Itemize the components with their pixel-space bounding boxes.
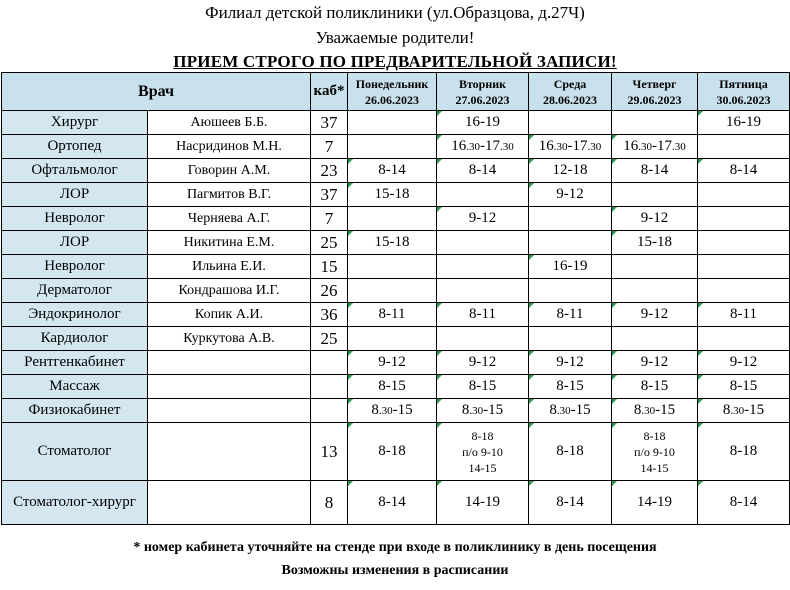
schedule-cell: 12-18 xyxy=(529,159,612,183)
schedule-cell: 8-15 xyxy=(529,375,612,399)
appointment-notice: ПРИЕМ СТРОГО ПО ПРЕДВАРИТЕЛЬНОЙ ЗАПИСИ! xyxy=(173,52,617,71)
specialty-cell: Кардиолог xyxy=(2,327,148,351)
schedule-cell xyxy=(529,207,612,231)
schedule-cell xyxy=(612,255,698,279)
schedule-cell: 8-11 xyxy=(529,303,612,327)
cabinet-cell: 13 xyxy=(311,423,348,481)
minutes-part: .30 xyxy=(641,405,656,417)
cabinet-cell xyxy=(311,351,348,375)
cabinet-cell: 8 xyxy=(311,481,348,525)
schedule-cell-lines xyxy=(437,428,528,476)
schedule-line: 14-15 xyxy=(468,460,497,475)
specialty-cell: Невролог xyxy=(2,255,148,279)
schedule-cell xyxy=(529,111,612,135)
table-row xyxy=(2,481,790,525)
schedule-cell xyxy=(529,279,612,303)
day-date: 28.06.2023 xyxy=(543,92,598,107)
doctor-cell: Насридинов М.Н. xyxy=(148,135,311,159)
cabinet-cell: 37 xyxy=(311,183,348,207)
schedule-cell: 9-12 xyxy=(437,207,529,231)
schedule-cell xyxy=(612,279,698,303)
table-row xyxy=(2,231,790,255)
schedule-cell: 8-11 xyxy=(698,303,790,327)
table-row xyxy=(2,279,790,303)
schedule-cell xyxy=(698,327,790,351)
schedule-cell xyxy=(612,135,698,159)
schedule-cell: 14-19 xyxy=(437,481,529,525)
specialty-cell: Невролог xyxy=(2,207,148,231)
cabinet-footnote: * номер кабинета уточняйте на стенде при входе в поликлинику в день посещения xyxy=(133,540,657,555)
schedule-cell xyxy=(612,399,698,423)
day-date: 30.06.2023 xyxy=(716,92,771,107)
hours-part: 8 xyxy=(461,402,470,418)
specialty-cell: Эндокринолог xyxy=(2,303,148,327)
schedule-cell xyxy=(612,423,698,481)
day-header-monday xyxy=(348,73,437,111)
schedule-cell xyxy=(437,327,529,351)
cabinet-cell: 23 xyxy=(311,159,348,183)
schedule-cell xyxy=(348,207,437,231)
specialty-cell: Стоматолог xyxy=(2,423,148,481)
schedule-cell: 8-15 xyxy=(698,375,790,399)
day-header-thursday xyxy=(612,73,698,111)
schedule-cell xyxy=(529,135,612,159)
schedule-cell xyxy=(437,279,529,303)
hours-part: 16 xyxy=(451,138,467,154)
hours-part: -17 xyxy=(480,138,501,154)
schedule-cell: 8-14 xyxy=(348,481,437,525)
schedule-cell: 9-12 xyxy=(612,207,698,231)
cabinet-cell: 7 xyxy=(311,135,348,159)
minutes-part: .30 xyxy=(556,405,571,417)
minutes-part: .30 xyxy=(672,141,686,153)
hours-part: 16 xyxy=(623,138,639,154)
table-row xyxy=(2,255,790,279)
table-row xyxy=(2,351,790,375)
cabinet-cell: 36 xyxy=(311,303,348,327)
schedule-cell-lines xyxy=(612,428,697,476)
table-row xyxy=(2,375,790,399)
day-name: Понедельник xyxy=(355,76,429,91)
schedule-cell: 15-18 xyxy=(348,183,437,207)
hours-part: -15 xyxy=(483,402,504,418)
cabinet-cell: 25 xyxy=(311,231,348,255)
greeting: Уважаемые родители! xyxy=(315,28,475,47)
schedule-cell: 8-14 xyxy=(612,159,698,183)
specialty-cell: Массаж xyxy=(2,375,148,399)
table-row xyxy=(2,303,790,327)
doctor-cell: Куркутова А.В. xyxy=(148,327,311,351)
doctor-cell: Черняева А.Г. xyxy=(148,207,311,231)
schedule-header-row xyxy=(2,73,790,111)
schedule-cell: 16-19 xyxy=(437,111,529,135)
table-row xyxy=(2,159,790,183)
schedule-cell xyxy=(698,399,790,423)
day-date: 27.06.2023 xyxy=(455,92,510,107)
schedule-cell: 8-11 xyxy=(437,303,529,327)
schedule-cell xyxy=(698,279,790,303)
schedule-cell xyxy=(348,327,437,351)
changes-notice: Возможны изменения в расписании xyxy=(281,563,509,578)
schedule-cell: 8-18 xyxy=(698,423,790,481)
schedule-cell: 9-12 xyxy=(612,303,698,327)
schedule-cell: 14-19 xyxy=(612,481,698,525)
table-row xyxy=(2,111,790,135)
cabinet-column-header: каб* xyxy=(311,73,348,111)
specialty-cell: ЛОР xyxy=(2,183,148,207)
schedule-cell xyxy=(437,135,529,159)
table-row xyxy=(2,399,790,423)
hours-part: -15 xyxy=(392,402,413,418)
schedule-cell xyxy=(612,183,698,207)
schedule-cell: 8-14 xyxy=(698,159,790,183)
schedule-cell xyxy=(437,231,529,255)
schedule-cell: 8-18 xyxy=(348,423,437,481)
table-row xyxy=(2,423,790,481)
schedule-cell xyxy=(698,183,790,207)
doctor-cell: Никитина Е.М. xyxy=(148,231,311,255)
specialty-cell: Физиокабинет xyxy=(2,399,148,423)
schedule-cell: 9-12 xyxy=(698,351,790,375)
doctor-cell: Ильина Е.И. xyxy=(148,255,311,279)
schedule-line: п/о 9-10 xyxy=(462,444,503,459)
schedule-cell: 8-15 xyxy=(348,375,437,399)
day-name: Пятница xyxy=(719,76,768,91)
day-name: Вторник xyxy=(458,76,507,91)
hours-part: -17 xyxy=(652,138,673,154)
doctor-cell xyxy=(148,423,311,481)
doctor-column-header: Врач xyxy=(2,73,311,111)
cabinet-cell xyxy=(311,375,348,399)
specialty-cell: Хирург xyxy=(2,111,148,135)
table-row xyxy=(2,183,790,207)
hours-part: 8 xyxy=(371,402,379,418)
schedule-cell: 9-12 xyxy=(529,351,612,375)
schedule-cell xyxy=(437,423,529,481)
doctor-cell xyxy=(148,351,311,375)
schedule-cell xyxy=(348,279,437,303)
doctor-cell xyxy=(148,375,311,399)
doctor-cell: Пагмитов В.Г. xyxy=(148,183,311,207)
schedule-cell: 8-15 xyxy=(612,375,698,399)
day-header-wednesday xyxy=(529,73,612,111)
minutes-part: .30 xyxy=(500,141,514,153)
schedule-cell: 8-15 xyxy=(437,375,529,399)
minutes-part: .30 xyxy=(730,405,745,417)
schedule-cell: 16-19 xyxy=(529,255,612,279)
schedule-cell: 8-14 xyxy=(348,159,437,183)
schedule-cell: 8-14 xyxy=(437,159,529,183)
specialty-cell: Дерматолог xyxy=(2,279,148,303)
cabinet-cell: 26 xyxy=(311,279,348,303)
specialty-cell: Стоматолог-хирург xyxy=(2,481,148,525)
specialty-cell: ЛОР xyxy=(2,231,148,255)
hours-part: 8 xyxy=(549,402,557,418)
day-name: Четверг xyxy=(632,76,677,91)
schedule-cell: 9-12 xyxy=(612,351,698,375)
minutes-part: .30 xyxy=(638,141,653,153)
schedule-cell xyxy=(348,111,437,135)
clinic-title: Филиал детской поликлиники (ул.Образцова, д.27Ч) xyxy=(205,3,585,22)
cabinet-cell: 7 xyxy=(311,207,348,231)
hours-part: -15 xyxy=(655,402,676,418)
specialty-cell: Ортопед xyxy=(2,135,148,159)
schedule-cell xyxy=(698,255,790,279)
doctor-cell: Копик А.И. xyxy=(148,303,311,327)
day-name: Среда xyxy=(553,76,587,91)
schedule-cell xyxy=(348,255,437,279)
schedule-cell xyxy=(698,231,790,255)
cabinet-cell xyxy=(311,399,348,423)
day-header-friday xyxy=(698,73,790,111)
schedule-cell xyxy=(612,327,698,351)
day-date: 26.06.2023 xyxy=(365,92,420,107)
doctor-cell: Кондрашова И.Г. xyxy=(148,279,311,303)
schedule-cell xyxy=(437,255,529,279)
schedule-line: 8-18 xyxy=(643,428,666,443)
schedule-line: 8-18 xyxy=(471,428,494,443)
schedule-cell xyxy=(348,135,437,159)
hours-part: 8 xyxy=(722,402,731,418)
doctor-cell: Говорин А.М. xyxy=(148,159,311,183)
doctor-cell xyxy=(148,481,311,525)
hours-part: 8 xyxy=(633,402,642,418)
schedule-cell: 16-19 xyxy=(698,111,790,135)
schedule-cell xyxy=(437,399,529,423)
hours-part: -15 xyxy=(570,402,591,418)
hours-part: -17 xyxy=(567,138,588,154)
schedule-cell: 8-14 xyxy=(698,481,790,525)
hours-part: 16 xyxy=(538,138,554,154)
schedule-cell xyxy=(348,399,437,423)
schedule-cell: 15-18 xyxy=(348,231,437,255)
hours-part: -15 xyxy=(744,402,765,418)
schedule-cell xyxy=(529,399,612,423)
specialty-cell: Рентгенкабинет xyxy=(2,351,148,375)
table-row xyxy=(2,327,790,351)
schedule-cell xyxy=(698,207,790,231)
schedule-cell xyxy=(529,327,612,351)
schedule-cell: 8-18 xyxy=(529,423,612,481)
day-header-tuesday xyxy=(437,73,529,111)
schedule-cell: 15-18 xyxy=(612,231,698,255)
day-date: 29.06.2023 xyxy=(627,92,682,107)
schedule-cell: 9-12 xyxy=(529,183,612,207)
schedule-cell xyxy=(437,183,529,207)
schedule-line: 14-15 xyxy=(640,460,669,475)
schedule-cell xyxy=(612,111,698,135)
minutes-part: .30 xyxy=(553,141,568,153)
schedule-cell: 9-12 xyxy=(348,351,437,375)
table-row xyxy=(2,207,790,231)
table-row xyxy=(2,135,790,159)
specialty-cell: Офтальмолог xyxy=(2,159,148,183)
minutes-part: .30 xyxy=(378,405,393,417)
schedule-cell: 8-14 xyxy=(529,481,612,525)
cabinet-cell: 37 xyxy=(311,111,348,135)
doctor-cell xyxy=(148,399,311,423)
cabinet-cell: 15 xyxy=(311,255,348,279)
schedule-cell: 8-11 xyxy=(348,303,437,327)
schedule-cell xyxy=(698,135,790,159)
schedule-line: п/о 9-10 xyxy=(634,444,675,459)
minutes-part: .30 xyxy=(466,141,481,153)
minutes-part: .30 xyxy=(469,405,484,417)
schedule-cell: 9-12 xyxy=(437,351,529,375)
schedule-body xyxy=(2,111,790,525)
minutes-part: .30 xyxy=(587,141,602,153)
schedule-cell xyxy=(529,231,612,255)
cabinet-cell: 25 xyxy=(311,327,348,351)
schedule-table xyxy=(1,72,790,525)
doctor-cell: Аюшеев Б.Б. xyxy=(148,111,311,135)
